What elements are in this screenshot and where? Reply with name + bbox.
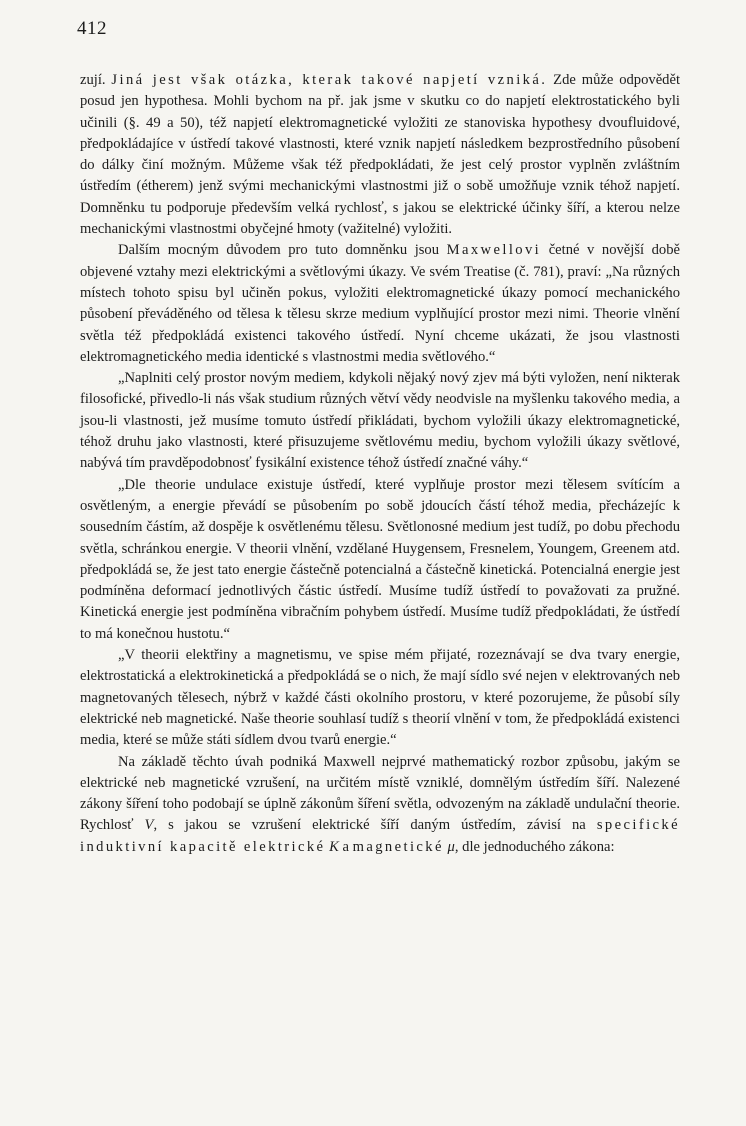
text-run: Na základě těchto úvah podniká Maxwell nejprvé mathematický rozbor způsobu, jakým se elektrické neb magnetické vzrušení, na určitém místě vzniklé, domnělým ústředím šíří. Nalezené zákony šíření toho podobají se úplně zákonům šíření světla, odvozeným na základě undulační theorie. Rychlosť: [80, 753, 680, 834]
text-run: četné v novější době objevené vztahy mezi elektrickými a světlovými úkazy. Ve svém Treatise (č. 781), praví: „Na různých místech tohoto spisu byl učiněn pokus, vyložiti elektromagnetické úkazy pomocí mechanického působení převáděného od tělesa k tělesu skrze medium vyplňující prostor mezi nimi. Theorie vlnění světla též předpokládá existenci takového ústředí. Nyní chceme ukázati, že jsou vlastnosti elektromagnetického media identické s vlastnostmi media světlového.“: [80, 242, 680, 365]
spaced-emphasis: Jiná jest však otázka, kterak takové napjetí vzniká.: [111, 72, 548, 88]
spaced-emphasis: Maxwellovi: [446, 242, 542, 259]
paragraph: [80, 475, 680, 645]
paragraph: [80, 368, 680, 474]
text-run: zují.: [80, 72, 112, 88]
paragraph: [80, 645, 680, 751]
text-run: Dalším mocným důvodem pro tuto domněnku jsou: [118, 242, 447, 259]
text-run: „Naplniti celý prostor novým mediem, kdykoli nějaký nový zjev má býti vyložen, není nikterak filosofické, přivedlo-li nás však studium různých větví vědy neodvisle na myšlenku takového media, a jsou-li vlastnosti, jež musíme tomuto ústředí přikládati, bychom vyložili úkazy elektromagnetické, téhož druhu jako vlastnosti, které přisuzujeme světlovému mediu, bychom vyložili úkazy světlové, nabývá tím pravděpodobnosť fysikální existence téhož ústředí značné váhy.“: [80, 370, 680, 472]
text-run: Zde může odpovědět posud jen hypothesa. Mohli bychom na př. jak jsme v skutku co do napjetí elektrostatického byli učinili (§. 49 a 50), též napjetí elektromagnetické vyložiti ze stanoviska hypothesy dvoufluidové, předpokládajíce v ústředí takové vlastnosti, které vznik napjetí následkem bezprostředního působení do dálky činí možným. Můžeme však též předpokládati, že jest celý prostor vyplněn zvláštním ústředím (étherem) jenž svými mechanickými vlastnostmi již o sobě umožňuje vznik téhož napjetí. Domněnku tu podporuje především velká rychlosť, s jakou se elektrické účinky šíří, a kterou nelze mechanickými vlastnostmi obyčejné hmoty (važitelné) vyložiti.: [80, 72, 681, 238]
spaced-emphasis: specifické induktivní kapacitě elektrické: [80, 817, 680, 855]
text-run: a: [338, 838, 353, 855]
italic-symbol: V: [144, 817, 154, 834]
italic-symbol: μ: [447, 838, 455, 855]
paragraph: [80, 240, 680, 368]
paragraph: [80, 752, 680, 858]
text-run: „Dle theorie undulace existuje ústředí, které vyplňuje prostor mezi tělesem svítícím a osvětleným, a energie převádí se působením po sobě jdoucích částí téhož media, přecházejíc k sousedním částím, až dospěje k osvětlenému tělesu. Světlonosné medium jest tudíž, po dobu přechodu světla, schránkou energie. V theorii vlnění, vzdělané Huygensem, Fresnelem, Youngem, Greenem atd. předpokládá se, že jest tato energie částečně potencialná a částečně kinetická. Potencialná energie jest podmíněna deformací jednotlivých částic ústředí. Musíme tudíž ústředí to považovati za pružné. Kinetická energie jest podmíněna vibračním pohybem ústředí. Musíme tudíž předpokládati, že ústředí to má konečnou hustotu.“: [80, 476, 680, 642]
text-run: , dle jednoduchého zákona:: [454, 838, 615, 855]
text-run: „V theorii elektřiny a magnetismu, ve spise mém přijaté, rozeznávají se dva tvary energie, elektrostatická a elektrokinetická a předpokládá se o nich, že mají sídlo své nejen v elektrovaných neb magnetovaných tělesech, nýbrž v každé části okolního prostoru, v které pozorujeme, že působí síly elektrické neb magnetické. Naše theorie souhlasí tudíž s theorií vlnění v tom, že předpokládá existenci media, které se může státi sídlem dvou tvarů energie.“: [80, 647, 680, 749]
spaced-emphasis: magnetické: [352, 838, 444, 855]
page-number: 412: [77, 18, 107, 39]
italic-symbol: K: [329, 838, 339, 855]
paragraph: [80, 70, 680, 240]
body-text: [80, 70, 680, 858]
text-run: , s jakou se vzrušení elektrické šíří daným ústředím, závisí na: [153, 817, 597, 834]
